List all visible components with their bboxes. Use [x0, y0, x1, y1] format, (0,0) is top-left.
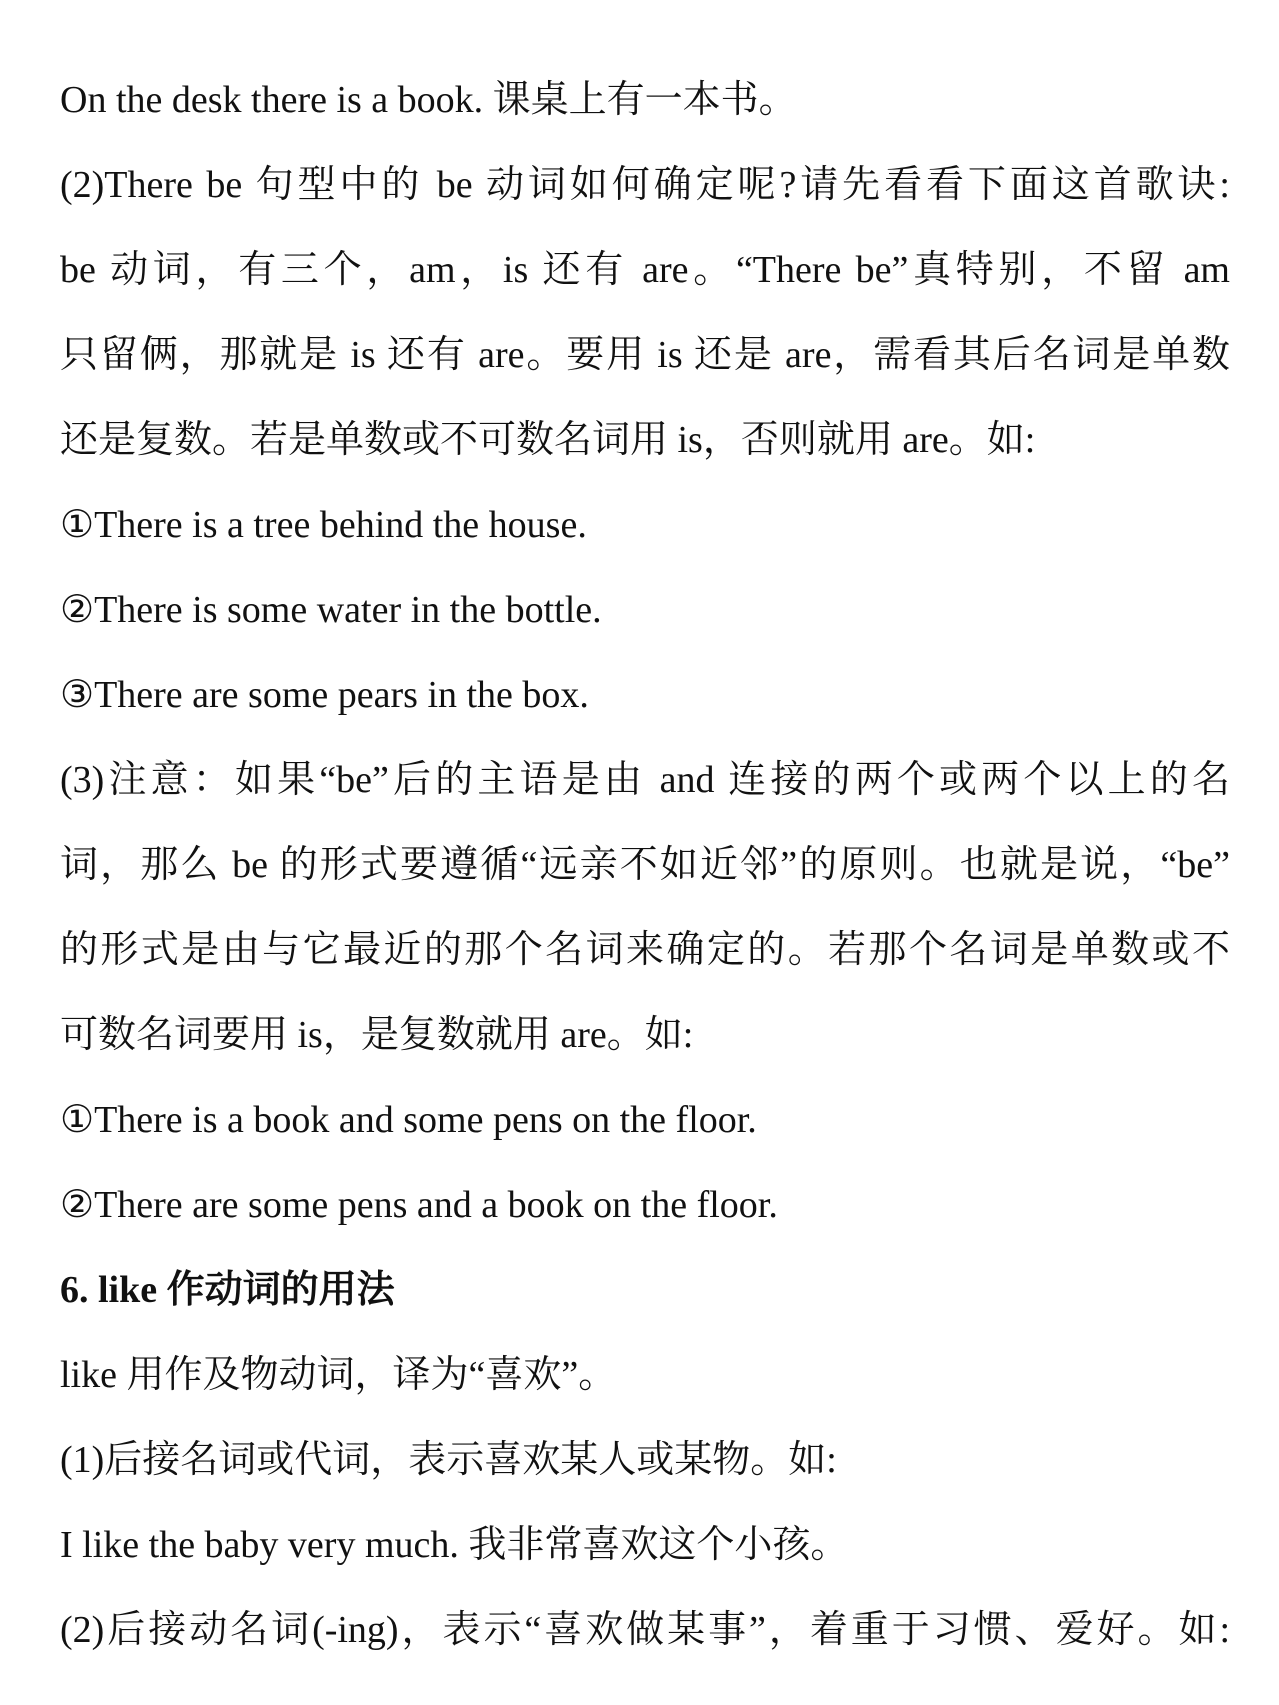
point-3-note-line-3: 的形式是由与它最近的那个名词来确定的。若那个名词是单数或不: [60, 929, 1230, 971]
example-sentence-desk: On the desk there is a book. 课桌上有一本书。: [60, 79, 797, 121]
rhyme-line-1: be 动词，有三个，am，is 还有 are。“There be”真特别，不留 am: [60, 249, 1230, 291]
example-pens-book: ②There are some pens and a book on the floor.: [60, 1184, 778, 1226]
like-definition: like 用作及物动词，译为“喜欢”。: [60, 1354, 617, 1396]
example-baby: I like the baby very much. 我非常喜欢这个小孩。: [60, 1524, 849, 1566]
like-point-2: (2)后接动名词(-ing)，表示“喜欢做某事”，着重于习惯、爱好。如:: [60, 1609, 1230, 1651]
rhyme-line-3: 还是复数。若是单数或不可数名词用 is，否则就用 are。如:: [60, 419, 1036, 461]
point-3-note-line-2: 词，那么 be 的形式要遵循“远亲不如近邻”的原则。也就是说，“be”: [60, 844, 1230, 886]
example-2-water: ②There is some water in the bottle.: [60, 589, 602, 631]
section-heading-like: 6. like 作动词的用法: [60, 1269, 395, 1311]
rhyme-line-2: 只留俩，那就是 is 还有 are。要用 is 还是 are，需看其后名词是单数: [60, 334, 1230, 376]
point-3-note-line-1: (3)注意：如果“be”后的主语是由 and 连接的两个或两个以上的名: [60, 759, 1230, 801]
point-3-note-line-4: 可数名词要用 is，是复数就用 are。如:: [60, 1014, 694, 1056]
example-1-tree: ①There is a tree behind the house.: [60, 504, 587, 546]
example-book-pens: ①There is a book and some pens on the floor.: [60, 1099, 757, 1141]
example-3-pears: ③There are some pears in the box.: [60, 674, 589, 716]
point-2-title: (2)There be 句型中的 be 动词如何确定呢?请先看看下面这首歌诀:: [60, 164, 1230, 206]
like-point-1: (1)后接名词或代词，表示喜欢某人或某物。如:: [60, 1439, 837, 1481]
